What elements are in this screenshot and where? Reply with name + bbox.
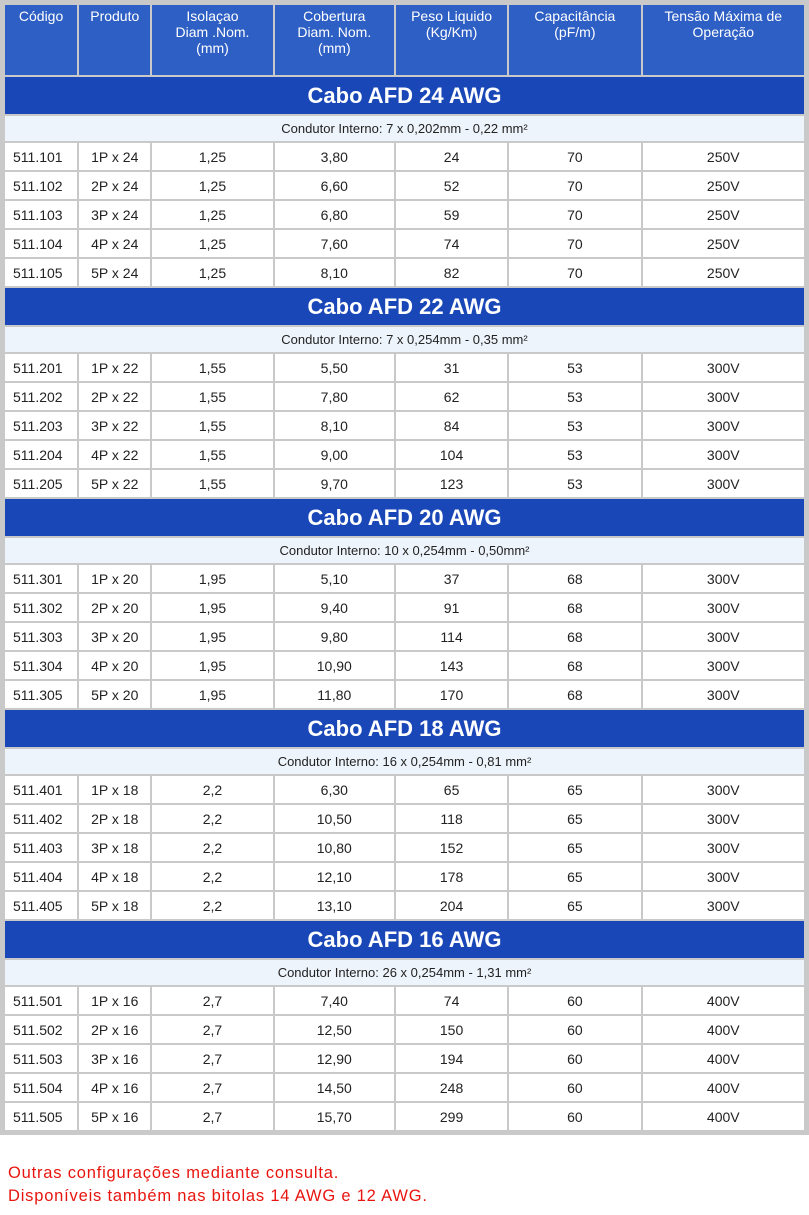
table-cell: 178 (396, 863, 507, 890)
section-subtitle: Condutor Interno: 7 x 0,202mm - 0,22 mm² (5, 116, 804, 141)
table-row (5, 1103, 804, 1130)
table-cell: 6,80 (275, 201, 394, 228)
table-cell: 8,10 (275, 259, 394, 286)
table-cell: 3P x 18 (79, 834, 150, 861)
table-row (5, 652, 804, 679)
section-title-row (5, 77, 804, 114)
table-cell: 53 (509, 354, 640, 381)
table-cell: 1,55 (152, 470, 272, 497)
table-row (5, 681, 804, 708)
table-cell: 511.405 (5, 892, 77, 919)
table-cell: 204 (396, 892, 507, 919)
table-cell: 8,10 (275, 412, 394, 439)
section-title: Cabo AFD 18 AWG (5, 710, 804, 747)
table-cell: 3P x 16 (79, 1045, 150, 1072)
table-cell: 2,7 (152, 1016, 272, 1043)
table-cell: 70 (509, 143, 640, 170)
table-cell: 300V (643, 834, 804, 861)
column-header: Tensão Máxima de Operação (643, 5, 804, 75)
table-body (5, 77, 804, 1130)
table-cell: 300V (643, 863, 804, 890)
table-cell: 511.305 (5, 681, 77, 708)
table-cell: 104 (396, 441, 507, 468)
table-cell: 2P x 20 (79, 594, 150, 621)
table-cell: 68 (509, 681, 640, 708)
table-cell: 2,2 (152, 834, 272, 861)
table-cell: 1P x 16 (79, 987, 150, 1014)
table-cell: 143 (396, 652, 507, 679)
section-title-row (5, 710, 804, 747)
table-row (5, 623, 804, 650)
table-cell: 300V (643, 892, 804, 919)
table-cell: 300V (643, 805, 804, 832)
table-cell: 5P x 18 (79, 892, 150, 919)
table-row (5, 412, 804, 439)
table-cell: 300V (643, 594, 804, 621)
table-cell: 1,55 (152, 412, 272, 439)
table-cell: 118 (396, 805, 507, 832)
notes (8, 1162, 428, 1208)
table-cell: 2,2 (152, 805, 272, 832)
table-cell: 511.401 (5, 776, 77, 803)
table-cell: 511.503 (5, 1045, 77, 1072)
table-cell: 9,80 (275, 623, 394, 650)
table-row (5, 776, 804, 803)
table-cell: 511.102 (5, 172, 77, 199)
table-cell: 114 (396, 623, 507, 650)
table-cell: 4P x 16 (79, 1074, 150, 1101)
table-cell: 7,40 (275, 987, 394, 1014)
table-cell: 7,60 (275, 230, 394, 257)
table-cell: 5,50 (275, 354, 394, 381)
table-cell: 60 (509, 1103, 640, 1130)
table-row (5, 1074, 804, 1101)
table-row (5, 892, 804, 919)
table-cell: 53 (509, 441, 640, 468)
table-cell: 299 (396, 1103, 507, 1130)
table-cell: 511.505 (5, 1103, 77, 1130)
table-cell: 9,70 (275, 470, 394, 497)
table-cell: 3P x 24 (79, 201, 150, 228)
section-subtitle: Condutor Interno: 7 x 0,254mm - 0,35 mm² (5, 327, 804, 352)
table-cell: 53 (509, 412, 640, 439)
table-cell: 511.302 (5, 594, 77, 621)
table-cell: 1,25 (152, 143, 272, 170)
section-title: Cabo AFD 16 AWG (5, 921, 804, 958)
table-cell: 511.203 (5, 412, 77, 439)
table-row (5, 470, 804, 497)
table-cell: 194 (396, 1045, 507, 1072)
table-cell: 300V (643, 412, 804, 439)
table-cell: 3P x 20 (79, 623, 150, 650)
table-cell: 9,40 (275, 594, 394, 621)
table-cell: 511.502 (5, 1016, 77, 1043)
table-cell: 3,80 (275, 143, 394, 170)
table-cell: 24 (396, 143, 507, 170)
table-cell: 3P x 22 (79, 412, 150, 439)
section-subtitle: Condutor Interno: 16 x 0,254mm - 0,81 mm² (5, 749, 804, 774)
table-cell: 65 (509, 863, 640, 890)
table-cell: 300V (643, 470, 804, 497)
table-cell: 511.301 (5, 565, 77, 592)
note-line: Disponíveis também nas bitolas 14 AWG e 12 AWG. (8, 1187, 428, 1205)
table-row (5, 565, 804, 592)
table-row (5, 987, 804, 1014)
table-cell: 511.501 (5, 987, 77, 1014)
table-cell: 12,50 (275, 1016, 394, 1043)
note-line: Outras configurações mediante consulta. (8, 1164, 340, 1182)
table-cell: 10,50 (275, 805, 394, 832)
table-cell: 300V (643, 623, 804, 650)
table-row (5, 172, 804, 199)
table-cell: 1,25 (152, 230, 272, 257)
table-cell: 511.402 (5, 805, 77, 832)
table-row (5, 594, 804, 621)
table-cell: 65 (396, 776, 507, 803)
table-cell: 1,55 (152, 441, 272, 468)
table-cell: 1P x 20 (79, 565, 150, 592)
table-cell: 53 (509, 383, 640, 410)
table-cell: 5P x 16 (79, 1103, 150, 1130)
table-cell: 170 (396, 681, 507, 708)
header-row (5, 5, 804, 75)
column-header: Peso Liquido (Kg/Km) (396, 5, 507, 75)
column-header: Código (5, 5, 77, 75)
table-cell: 12,10 (275, 863, 394, 890)
table-cell: 4P x 22 (79, 441, 150, 468)
table-cell: 2P x 16 (79, 1016, 150, 1043)
table-cell: 68 (509, 594, 640, 621)
section-subtitle-row (5, 327, 804, 352)
table-cell: 65 (509, 776, 640, 803)
column-header: Produto (79, 5, 150, 75)
table-row (5, 834, 804, 861)
section-subtitle-row (5, 116, 804, 141)
table-cell: 2,2 (152, 863, 272, 890)
table-cell: 300V (643, 652, 804, 679)
section-title: Cabo AFD 22 AWG (5, 288, 804, 325)
table-cell: 1P x 24 (79, 143, 150, 170)
table-cell: 52 (396, 172, 507, 199)
table-cell: 10,80 (275, 834, 394, 861)
table-cell: 68 (509, 652, 640, 679)
table-cell: 1,25 (152, 259, 272, 286)
table-cell: 2,7 (152, 1045, 272, 1072)
column-header: Isolaçao Diam .Nom. (mm) (152, 5, 272, 75)
table-cell: 250V (643, 201, 804, 228)
table-cell: 2P x 22 (79, 383, 150, 410)
table-cell: 68 (509, 623, 640, 650)
table-cell: 2P x 24 (79, 172, 150, 199)
table-row (5, 1016, 804, 1043)
table-cell: 511.104 (5, 230, 77, 257)
table-cell: 37 (396, 565, 507, 592)
table-row (5, 441, 804, 468)
column-header: Capacitância (pF/m) (509, 5, 640, 75)
table-cell: 60 (509, 1016, 640, 1043)
table-cell: 6,30 (275, 776, 394, 803)
table-cell: 400V (643, 1103, 804, 1130)
section-title-row (5, 499, 804, 536)
table-cell: 65 (509, 805, 640, 832)
table-cell: 70 (509, 259, 640, 286)
table-cell: 5P x 20 (79, 681, 150, 708)
table-cell: 400V (643, 1045, 804, 1072)
table-cell: 300V (643, 776, 804, 803)
table-cell: 74 (396, 987, 507, 1014)
table-cell: 511.205 (5, 470, 77, 497)
table-cell: 15,70 (275, 1103, 394, 1130)
table-cell: 65 (509, 834, 640, 861)
table-row (5, 383, 804, 410)
table-cell: 300V (643, 441, 804, 468)
table-cell: 511.404 (5, 863, 77, 890)
section-subtitle-row (5, 960, 804, 985)
section-title: Cabo AFD 24 AWG (5, 77, 804, 114)
table-cell: 62 (396, 383, 507, 410)
section-subtitle: Condutor Interno: 26 x 0,254mm - 1,31 mm² (5, 960, 804, 985)
table-cell: 5P x 24 (79, 259, 150, 286)
table-cell: 59 (396, 201, 507, 228)
table-cell: 400V (643, 1074, 804, 1101)
section-subtitle-row (5, 749, 804, 774)
table-cell: 511.403 (5, 834, 77, 861)
table-cell: 6,60 (275, 172, 394, 199)
table-cell: 511.201 (5, 354, 77, 381)
table-cell: 11,80 (275, 681, 394, 708)
table-cell: 60 (509, 1074, 640, 1101)
section-subtitle-row (5, 538, 804, 563)
table-cell: 2,7 (152, 1103, 272, 1130)
table-cell: 2,2 (152, 776, 272, 803)
table-cell: 74 (396, 230, 507, 257)
table-cell: 2,7 (152, 987, 272, 1014)
table-cell: 4P x 18 (79, 863, 150, 890)
table-cell: 2P x 18 (79, 805, 150, 832)
table-cell: 1,25 (152, 172, 272, 199)
table-cell: 300V (643, 354, 804, 381)
section-subtitle: Condutor Interno: 10 x 0,254mm - 0,50mm² (5, 538, 804, 563)
section-title-row (5, 288, 804, 325)
table-cell: 53 (509, 470, 640, 497)
table-cell: 1,95 (152, 652, 272, 679)
table-cell: 1,55 (152, 354, 272, 381)
table-cell: 1,95 (152, 681, 272, 708)
table-cell: 250V (643, 172, 804, 199)
table-row (5, 143, 804, 170)
table-cell: 400V (643, 987, 804, 1014)
table-cell: 1,95 (152, 623, 272, 650)
table-row (5, 259, 804, 286)
table-cell: 300V (643, 565, 804, 592)
table-cell: 511.101 (5, 143, 77, 170)
table-cell: 5,10 (275, 565, 394, 592)
table-cell: 1,55 (152, 383, 272, 410)
table-cell: 4P x 20 (79, 652, 150, 679)
table-cell: 123 (396, 470, 507, 497)
table-cell: 60 (509, 987, 640, 1014)
section-title: Cabo AFD 20 AWG (5, 499, 804, 536)
table-cell: 12,90 (275, 1045, 394, 1072)
table-cell: 511.304 (5, 652, 77, 679)
table-cell: 70 (509, 201, 640, 228)
table-cell: 65 (509, 892, 640, 919)
table-cell: 4P x 24 (79, 230, 150, 257)
table-cell: 511.105 (5, 259, 77, 286)
table-cell: 1,95 (152, 565, 272, 592)
table-cell: 248 (396, 1074, 507, 1101)
section-title-row (5, 921, 804, 958)
table-cell: 31 (396, 354, 507, 381)
table-cell: 68 (509, 565, 640, 592)
table-cell: 250V (643, 230, 804, 257)
table-row (5, 201, 804, 228)
table-cell: 70 (509, 230, 640, 257)
table-cell: 13,10 (275, 892, 394, 919)
table-cell: 5P x 22 (79, 470, 150, 497)
table-cell: 14,50 (275, 1074, 394, 1101)
table-cell: 511.303 (5, 623, 77, 650)
table-cell: 1,95 (152, 594, 272, 621)
table-cell: 70 (509, 172, 640, 199)
table-cell: 82 (396, 259, 507, 286)
table-cell: 2,7 (152, 1074, 272, 1101)
table-cell: 400V (643, 1016, 804, 1043)
cable-spec-table (3, 3, 806, 1132)
table-cell: 60 (509, 1045, 640, 1072)
table-cell: 1P x 22 (79, 354, 150, 381)
table-cell: 9,00 (275, 441, 394, 468)
table-cell: 511.504 (5, 1074, 77, 1101)
table-cell: 150 (396, 1016, 507, 1043)
table-cell: 300V (643, 383, 804, 410)
table-cell: 84 (396, 412, 507, 439)
table-cell: 152 (396, 834, 507, 861)
column-header: Cobertura Diam. Nom. (mm) (275, 5, 394, 75)
table-cell: 7,80 (275, 383, 394, 410)
table-cell: 511.103 (5, 201, 77, 228)
table-row (5, 805, 804, 832)
table-cell: 1,25 (152, 201, 272, 228)
table-cell: 2,2 (152, 892, 272, 919)
table-row (5, 354, 804, 381)
table-cell: 250V (643, 143, 804, 170)
table-cell: 300V (643, 681, 804, 708)
table-row (5, 863, 804, 890)
table-row (5, 230, 804, 257)
table-cell: 250V (643, 259, 804, 286)
table-cell: 10,90 (275, 652, 394, 679)
table-cell: 511.204 (5, 441, 77, 468)
table-cell: 91 (396, 594, 507, 621)
table-cell: 511.202 (5, 383, 77, 410)
table-cell: 1P x 18 (79, 776, 150, 803)
table-row (5, 1045, 804, 1072)
